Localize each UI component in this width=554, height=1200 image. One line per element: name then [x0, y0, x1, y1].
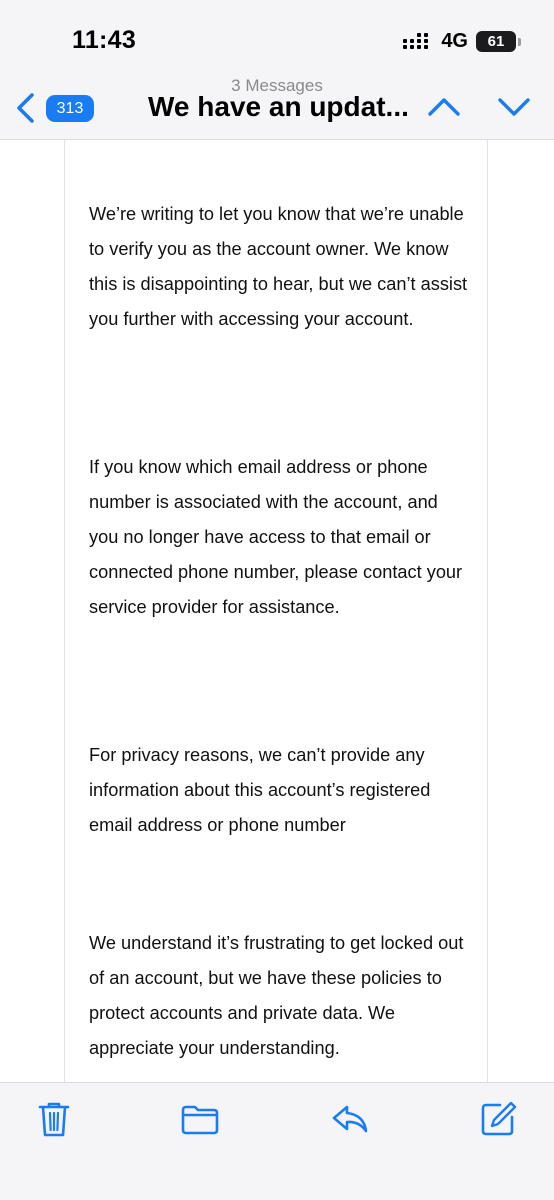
reply-button[interactable]	[330, 1099, 370, 1139]
trash-icon	[34, 1099, 74, 1139]
unread-count-badge[interactable]: 313	[46, 95, 94, 122]
chevron-left-icon	[15, 92, 37, 124]
message-body-area	[0, 140, 554, 1082]
message-content	[64, 140, 488, 1082]
delete-button[interactable]	[34, 1099, 74, 1139]
cellular-signal-icon	[403, 30, 433, 52]
status-indicators	[403, 28, 516, 54]
battery-cap	[518, 38, 521, 46]
battery-icon	[476, 31, 516, 52]
reply-icon	[330, 1099, 370, 1139]
compose-button[interactable]	[478, 1099, 518, 1139]
battery-level: 61	[487, 32, 505, 50]
message-subject-title: We have an updat...	[148, 91, 409, 122]
status-time: 11:43	[72, 26, 137, 54]
message-paragraph: For privacy reasons, we can’t provide any information about this account’s registered email address or phone number	[89, 745, 431, 835]
navigation-bar	[0, 70, 554, 140]
compose-icon	[478, 1099, 518, 1139]
thread-message-count: 3 Messages	[231, 76, 323, 95]
message-paragraph: We’re writing to let you know that we’re unable to verify you as the account owner. We know this is disappointing to hear, but we can’t assist you further with accessing your account.	[89, 204, 468, 329]
message-paragraph: We understand it’s frustrating to get locked out of an account, but we have these policies to protect accounts and private data. We appreciate your understanding.	[89, 933, 464, 1058]
status-bar	[0, 0, 554, 80]
move-to-folder-button[interactable]	[180, 1099, 220, 1139]
previous-message-button[interactable]	[424, 92, 464, 122]
network-type: 4G	[441, 29, 468, 52]
message-paragraph: If you know which email address or phone number is associated with the account, and you no longer have access to that email or connected phone number, please contact your service provider for assistance.	[89, 457, 463, 617]
bottom-toolbar	[0, 1082, 554, 1200]
folder-icon	[180, 1099, 220, 1139]
next-message-button[interactable]	[494, 92, 534, 122]
